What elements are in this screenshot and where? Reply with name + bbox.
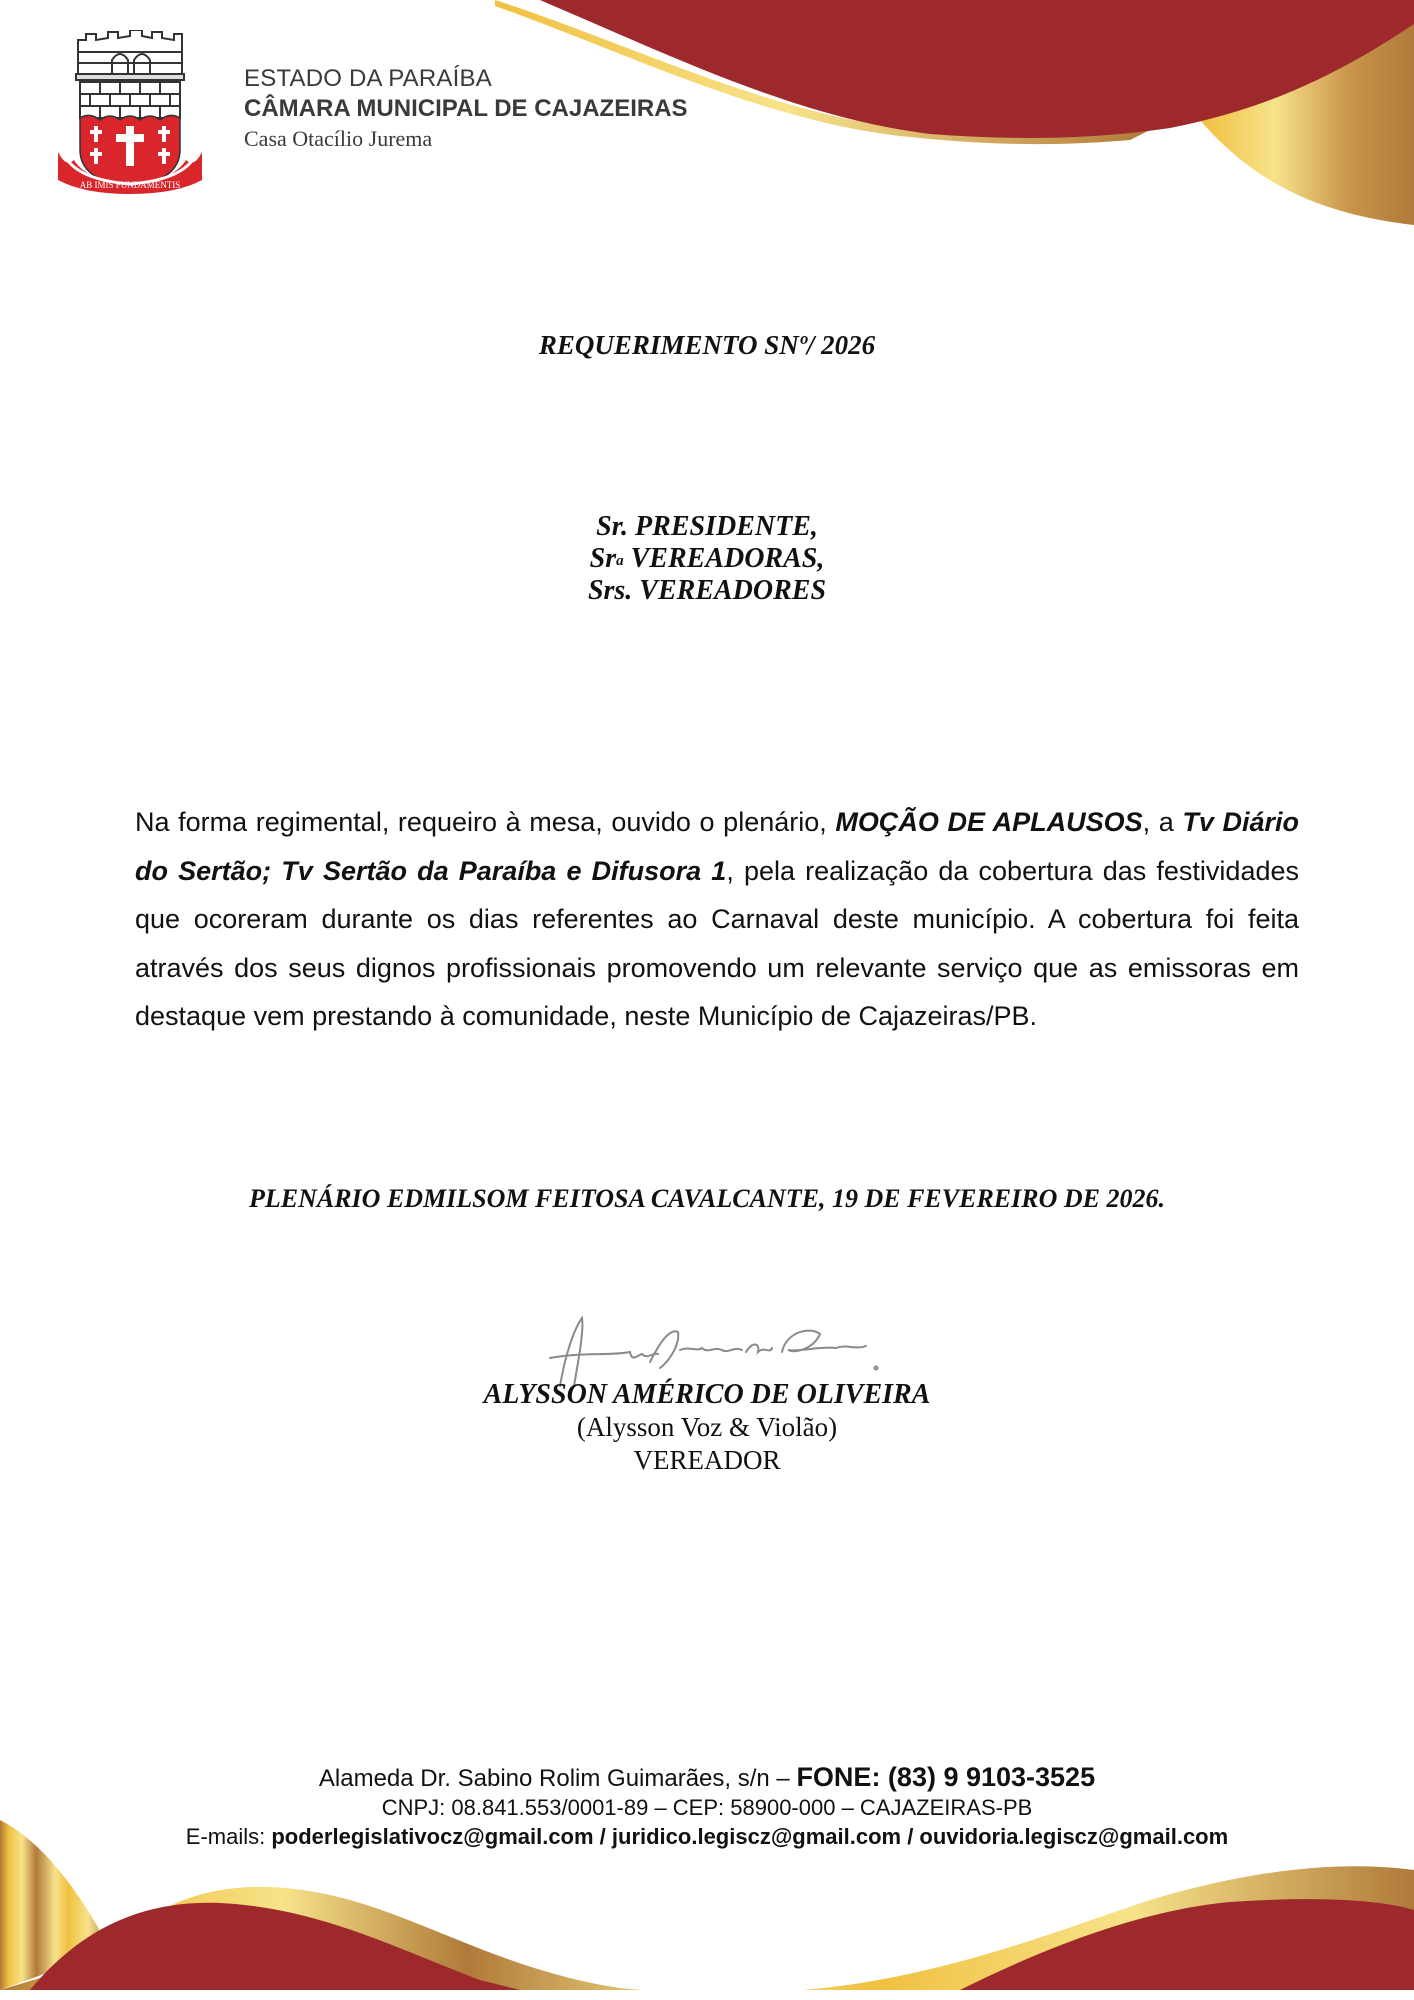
salutation	[0, 511, 1414, 607]
body-text-part: , pela realização da cobertura das festividades que ocoreram durante os dias referentes ao Carnaval deste município. A cobertura foi feita através dos seus dignos profissionais promovendo um relevante serviço que as emissoras em destaque vem prestando à comunidade, neste Município de Cajazeiras/PB.	[135, 855, 1299, 1031]
signer-name: ALYSSON AMÉRICO DE OLIVEIRA	[483, 1379, 931, 1410]
header-wave-decoration	[0, 0, 1414, 240]
body-paragraph	[135, 798, 1299, 1041]
footer-address: Alameda Dr. Sabino Rolim Guimarães, s/n –	[318, 1765, 797, 1792]
document-title: REQUERIMENTO SNº/ 2026	[538, 330, 876, 360]
honorees: Tv Diário do Sertão; Tv Sertão da Paraíba e Difusora 1	[135, 807, 1300, 886]
signer-nickname: (Alysson Voz & Violão)	[576, 1412, 838, 1442]
footer-emails-label: E-mails:	[185, 1824, 272, 1849]
crest-motto: AB IMIS FUNDAMENTIS	[79, 180, 181, 190]
footer-emails: poderlegislativocz@gmail.com / juridico.legiscz@gmail.com / ouvidoria.legiscz@gmail.com	[271, 1824, 1229, 1849]
footer-wave-decoration	[0, 1800, 1414, 2000]
municipal-crest-logo	[56, 30, 204, 195]
salutation-prefix: Sr	[589, 543, 617, 574]
footer-phone: FONE: (83) 9 9103-3525	[796, 1762, 1096, 1792]
signer-role: VEREADOR	[633, 1445, 781, 1475]
organization-header	[244, 64, 688, 154]
footer-address-line	[0, 1762, 1414, 1794]
salutation-rest: VEREADORAS,	[623, 543, 825, 574]
salutation-councilwomen	[0, 543, 1414, 575]
place-and-date: PLENÁRIO EDMILSOM FEITOSA CAVALCANTE, 19 DE FEVEREIRO DE 2026.	[248, 1184, 1165, 1213]
salutation-councilmen: Srs. VEREADORES	[587, 575, 827, 606]
chamber-name: CÂMARA MUNICIPAL DE CAJAZEIRAS	[244, 95, 688, 122]
signer-block	[0, 1378, 1414, 1477]
house-name: Casa Otacílio Jurema	[244, 126, 433, 151]
body-text-part: Na forma regimental, requeiro à mesa, ouvido o plenário,	[135, 807, 836, 837]
salutation-superscript: a	[616, 553, 624, 569]
footer-registration: CNPJ: 08.841.553/0001-89 – CEP: 58900-000 – CAJAZEIRAS-PB	[381, 1795, 1033, 1820]
state-name: ESTADO DA PARAÍBA	[244, 65, 492, 92]
motion-type: MOÇÃO DE APLAUSOS	[835, 807, 1143, 837]
salutation-president: Sr. PRESIDENTE,	[596, 511, 818, 542]
body-text-part: , a	[1142, 807, 1183, 837]
